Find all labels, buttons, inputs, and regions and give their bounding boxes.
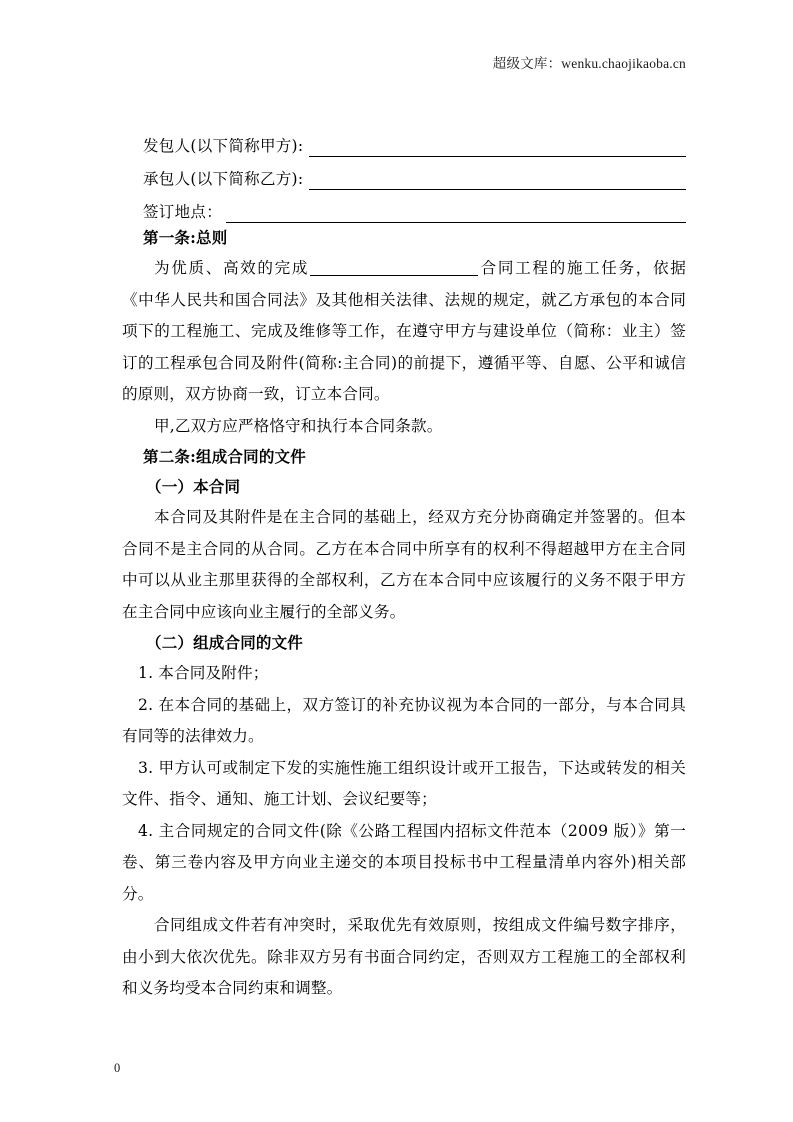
heading-article-two-part-one: （一）本合同	[146, 477, 241, 496]
form-label-signing-place: 签订地点：	[143, 203, 223, 221]
form-label-party-b: 承包人(以下简称乙方):	[143, 170, 304, 188]
this-contract-text: 本合同及其附件是在主合同的基础上，经双方充分协商确定并签署的。但本合同不是主合同的从合同。乙方在本合同中所享有的权利不得超越甲方在主合同中可以从业主那里获得的全部权利，乙方在本合同中应该履行的义务不限于甲方在主合同中应该向业主履行的全部义务。	[122, 508, 686, 621]
form-input-signing-place[interactable]	[226, 204, 686, 223]
paragraph-article-one-intro	[122, 253, 686, 411]
document-body	[122, 124, 686, 1005]
contract-doc-item-4-text: 4. 主合同规定的合同文件(除《公路工程国内招标文件范本（2009 版）》第一卷、第三卷内容及甲方向业主递交的本项目投标书中工程量清单内容外)相关部分。	[122, 821, 686, 903]
paragraph-conflict-priority	[122, 910, 686, 1005]
heading-article-two: 第二条:组成合同的文件	[143, 447, 306, 466]
contract-doc-item-1-text: 1. 本合同及附件；	[138, 664, 269, 682]
page-number: 0	[114, 1061, 121, 1075]
header-site-url: wenku.chaojikaoba.cn	[561, 56, 686, 71]
article-one-text-before-blank: 为优质、高效的完成	[154, 259, 310, 277]
list-item-contract-doc-1	[122, 658, 686, 690]
list-item-contract-doc-3	[122, 753, 686, 816]
form-row-party-b	[122, 157, 686, 190]
contract-doc-item-2-text: 2. 在本合同的基础上，双方签订的补充协议视为本合同的一部分，与本合同具有同等的法律效力。	[122, 695, 686, 745]
list-item-contract-doc-2	[122, 690, 686, 753]
heading-article-two-part-two: （二）组成合同的文件	[146, 633, 304, 652]
header-site-label: 超级文库：	[492, 56, 562, 72]
conflict-priority-text: 合同组成文件若有冲突时，采取优先有效原则，按组成文件编号数字排序，由小到大依次优先。除非双方另有书面合同约定，否则双方工程施工的全部权利和义务均受本合同约束和调整。	[122, 916, 686, 997]
article-one-text-after-blank: 合同工程的施工任务，依据《中华人民共和国合同法》及其他相关法律、法规的规定，就乙方承包的本合同项下的工程施工、完成及维修等工作，在遵守甲方与建设单位（简称：业主）签订的工程承包合同及附件(简称:主合同)的前提下，遵循平等、自愿、公平和诚信的原则，双方协商一致，订立本合同。	[122, 259, 686, 403]
form-row-party-a	[122, 124, 686, 157]
form-input-party-a[interactable]	[309, 138, 686, 157]
paragraph-this-contract	[122, 502, 686, 628]
page-header-source	[493, 52, 686, 72]
form-row-signing-place	[122, 190, 686, 223]
contract-doc-item-3-text: 3. 甲方认可或制定下发的实施性施工组织设计或开工报告，下达或转发的相关文件、指令、通知、施工计划、会议纪要等；	[122, 758, 686, 808]
form-label-party-a: 发包人(以下简称甲方):	[143, 137, 304, 155]
article-one-project-name-blank[interactable]	[310, 258, 478, 276]
paragraph-article-one-compliance	[122, 411, 686, 443]
form-input-party-b[interactable]	[309, 171, 686, 190]
heading-article-one: 第一条:总则	[143, 228, 228, 247]
article-one-compliance-text: 甲,乙双方应严格恪守和执行本合同条款。	[154, 416, 443, 435]
list-item-contract-doc-4	[122, 816, 686, 911]
